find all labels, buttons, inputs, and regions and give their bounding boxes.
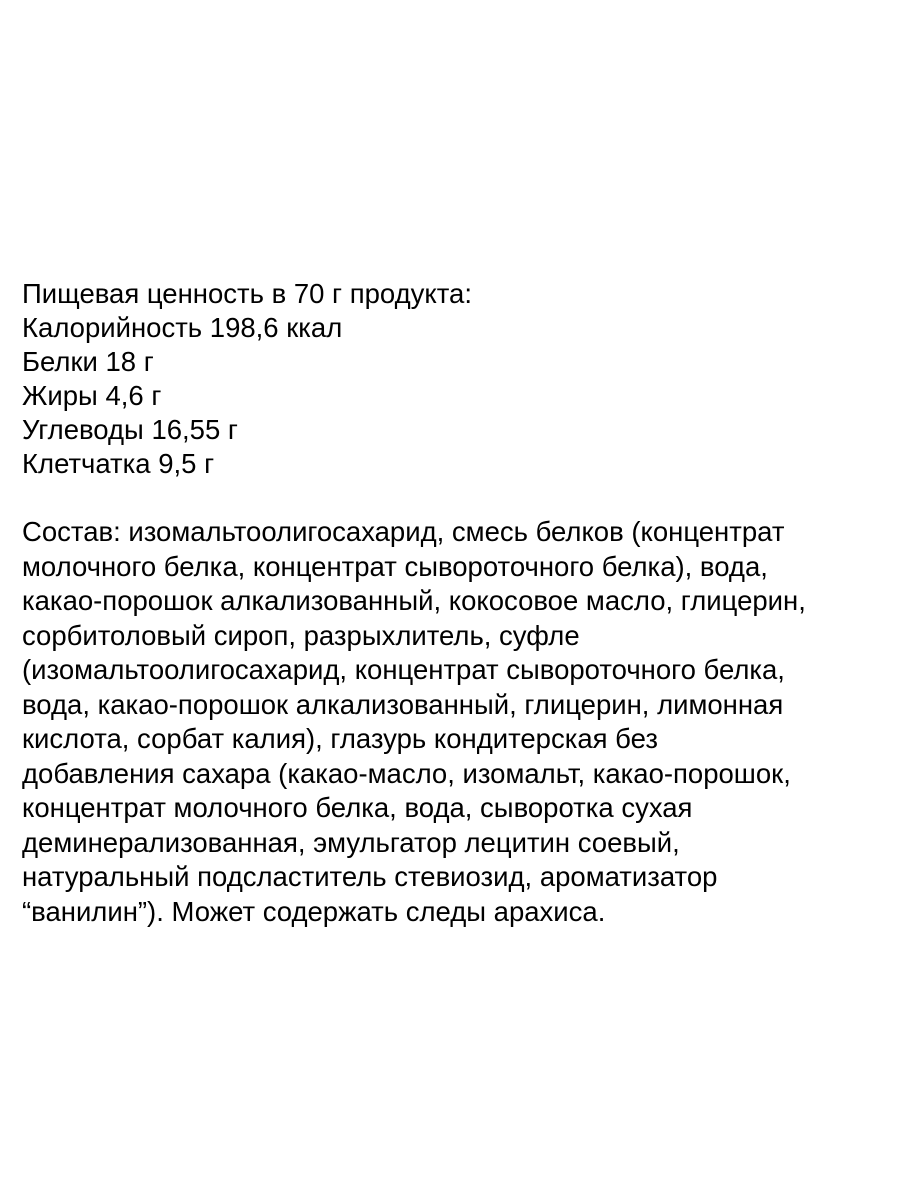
composition-line: (изомальтоолигосахарид, концентрат сывороточного белка, [22,654,785,685]
nutrition-item-fat: Жиры 4,6 г [22,380,162,411]
nutrition-item-carbohydrates: Углеводы 16,55 г [22,414,238,445]
nutrition-facts [22,277,882,481]
nutrition-heading: Пищевая ценность в 70 г продукта: [22,278,472,309]
composition-line: сорбитоловый сироп, разрыхлитель, суфле [22,619,580,651]
composition-line: вода, какао-порошок алкализованный, глицерин, лимонная [22,688,784,720]
nutrition-item-protein: Белки 18 г [22,346,154,377]
nutrition-item-calories: Калорийность 198,6 ккал [22,312,343,343]
nutrition-item-fiber: Клетчатка 9,5 г [22,448,215,479]
composition-line: добавления сахара (какао-масло, изомальт, какао-порошок, [22,757,791,789]
composition-line: деминерализованная, эмульгатор лецитин соевый, [22,826,680,858]
composition-line: какао-порошок алкализованный, кокосовое масло, глицерин, [22,585,806,616]
composition-line: натуральный подсластитель стевиозид, ароматизатор [22,861,718,892]
composition-line: кислота, сорбат калия), глазурь кондитерская без [22,723,658,754]
composition-line: молочного белка, концентрат сывороточного белка), вода, [22,550,768,582]
composition-text [22,515,882,929]
composition-line: концентрат молочного белка, вода, сыворотка сухая [22,792,693,823]
composition-line: Состав: изомальтоолигосахарид, смесь белков (концентрат [22,516,785,547]
composition-line: “ванилин”). Может содержать следы арахиса. [22,895,606,927]
